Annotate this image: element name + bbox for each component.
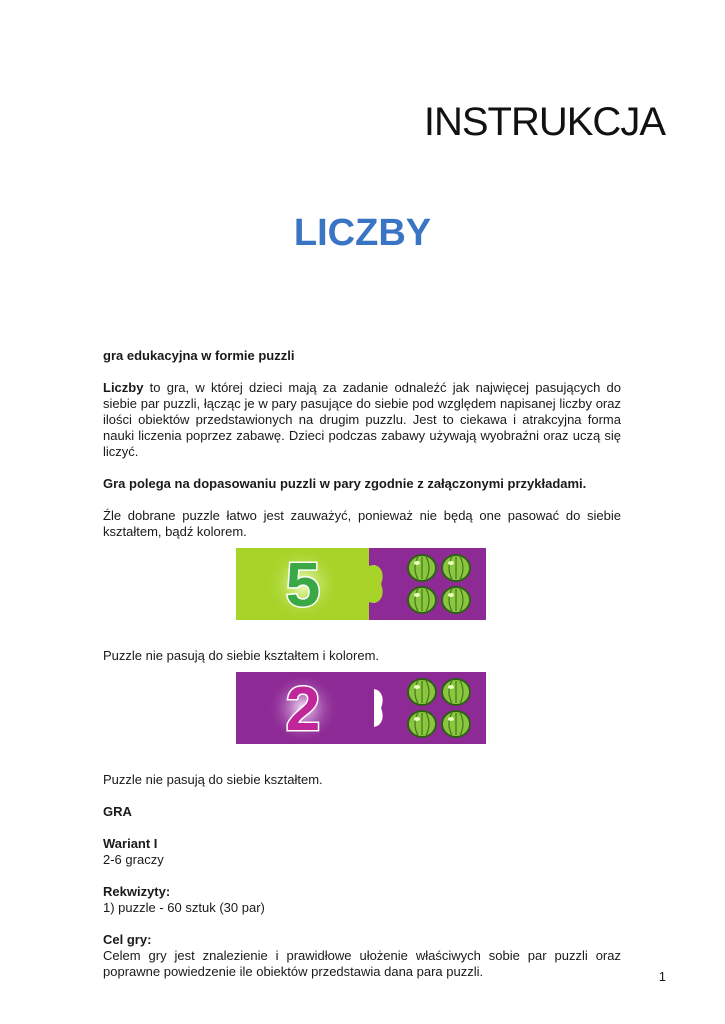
example-caption-1: Puzzle nie pasują do siebie kształtem i kolorem. [103, 648, 380, 663]
gooseberry-icon [442, 711, 470, 737]
subtitle: gra edukacyjna w formie puzzli [103, 348, 295, 363]
gooseberry-icon [408, 711, 436, 737]
props-title: Rekwizyty: [103, 884, 171, 899]
rule-statement: Gra polega na dopasowaniu puzzli w pary zgodnie z załączonymi przykładami. [103, 476, 587, 491]
gooseberry-icon [442, 587, 470, 613]
puzzle-example-1 [103, 548, 621, 633]
variant-title: Wariant I [103, 836, 158, 851]
puzzle-number: 5 [285, 551, 321, 620]
puzzle-number: 2 [285, 675, 321, 744]
example-caption-2: Puzzle nie pasują do siebie kształtem. [103, 772, 323, 787]
gooseberry-icon [442, 679, 470, 705]
players-count: 2-6 graczy [103, 852, 164, 867]
instruction-body [103, 348, 621, 980]
document-title: INSTRUKCJA [423, 100, 665, 144]
props-item: 1) puzzle - 60 sztuk (30 par) [103, 900, 265, 915]
game-description-text: to gra, w której dzieci mają za zadanie odnaleźć jak najwięcej pasujących do siebie par puzzli, łącząc je w pary pasujące do siebie pod względem napisanej liczby oraz ilości obiektów przedstawionych na drugim puzzlu. Jest to ciekawa i atrakcyjna forma nauki liczenia poprzez zabawę. Dzieci podczas zabawy używają wyobraźni oraz uczą się liczyć. [103, 380, 621, 459]
gooseberry-icon [408, 679, 436, 705]
puzzle-example-2 [103, 672, 621, 757]
game-heading: GRA [103, 804, 132, 819]
page-number: 1 [658, 969, 666, 984]
gooseberry-icon [408, 555, 436, 581]
game-title: LICZBY [293, 212, 432, 254]
gooseberry-icon [442, 555, 470, 581]
puzzle-pair-illustration [236, 672, 486, 744]
mismatch-note: Źle dobrane puzzle łatwo jest zauważyć, ponieważ nie będą one pasować do siebie kształtem, bądź kolorem. [103, 508, 621, 539]
gooseberry-icon [408, 587, 436, 613]
game-description [103, 380, 621, 460]
goal-title: Cel gry: [103, 932, 152, 947]
game-name-inline: Liczby [103, 380, 144, 395]
goal-text: Celem gry jest znalezienie i prawidłowe ułożenie właściwych sobie par puzzli oraz poprawne powiedzenie ile obiektów przedstawia dana para puzzli. [103, 948, 621, 979]
puzzle-pair-illustration [236, 548, 486, 620]
